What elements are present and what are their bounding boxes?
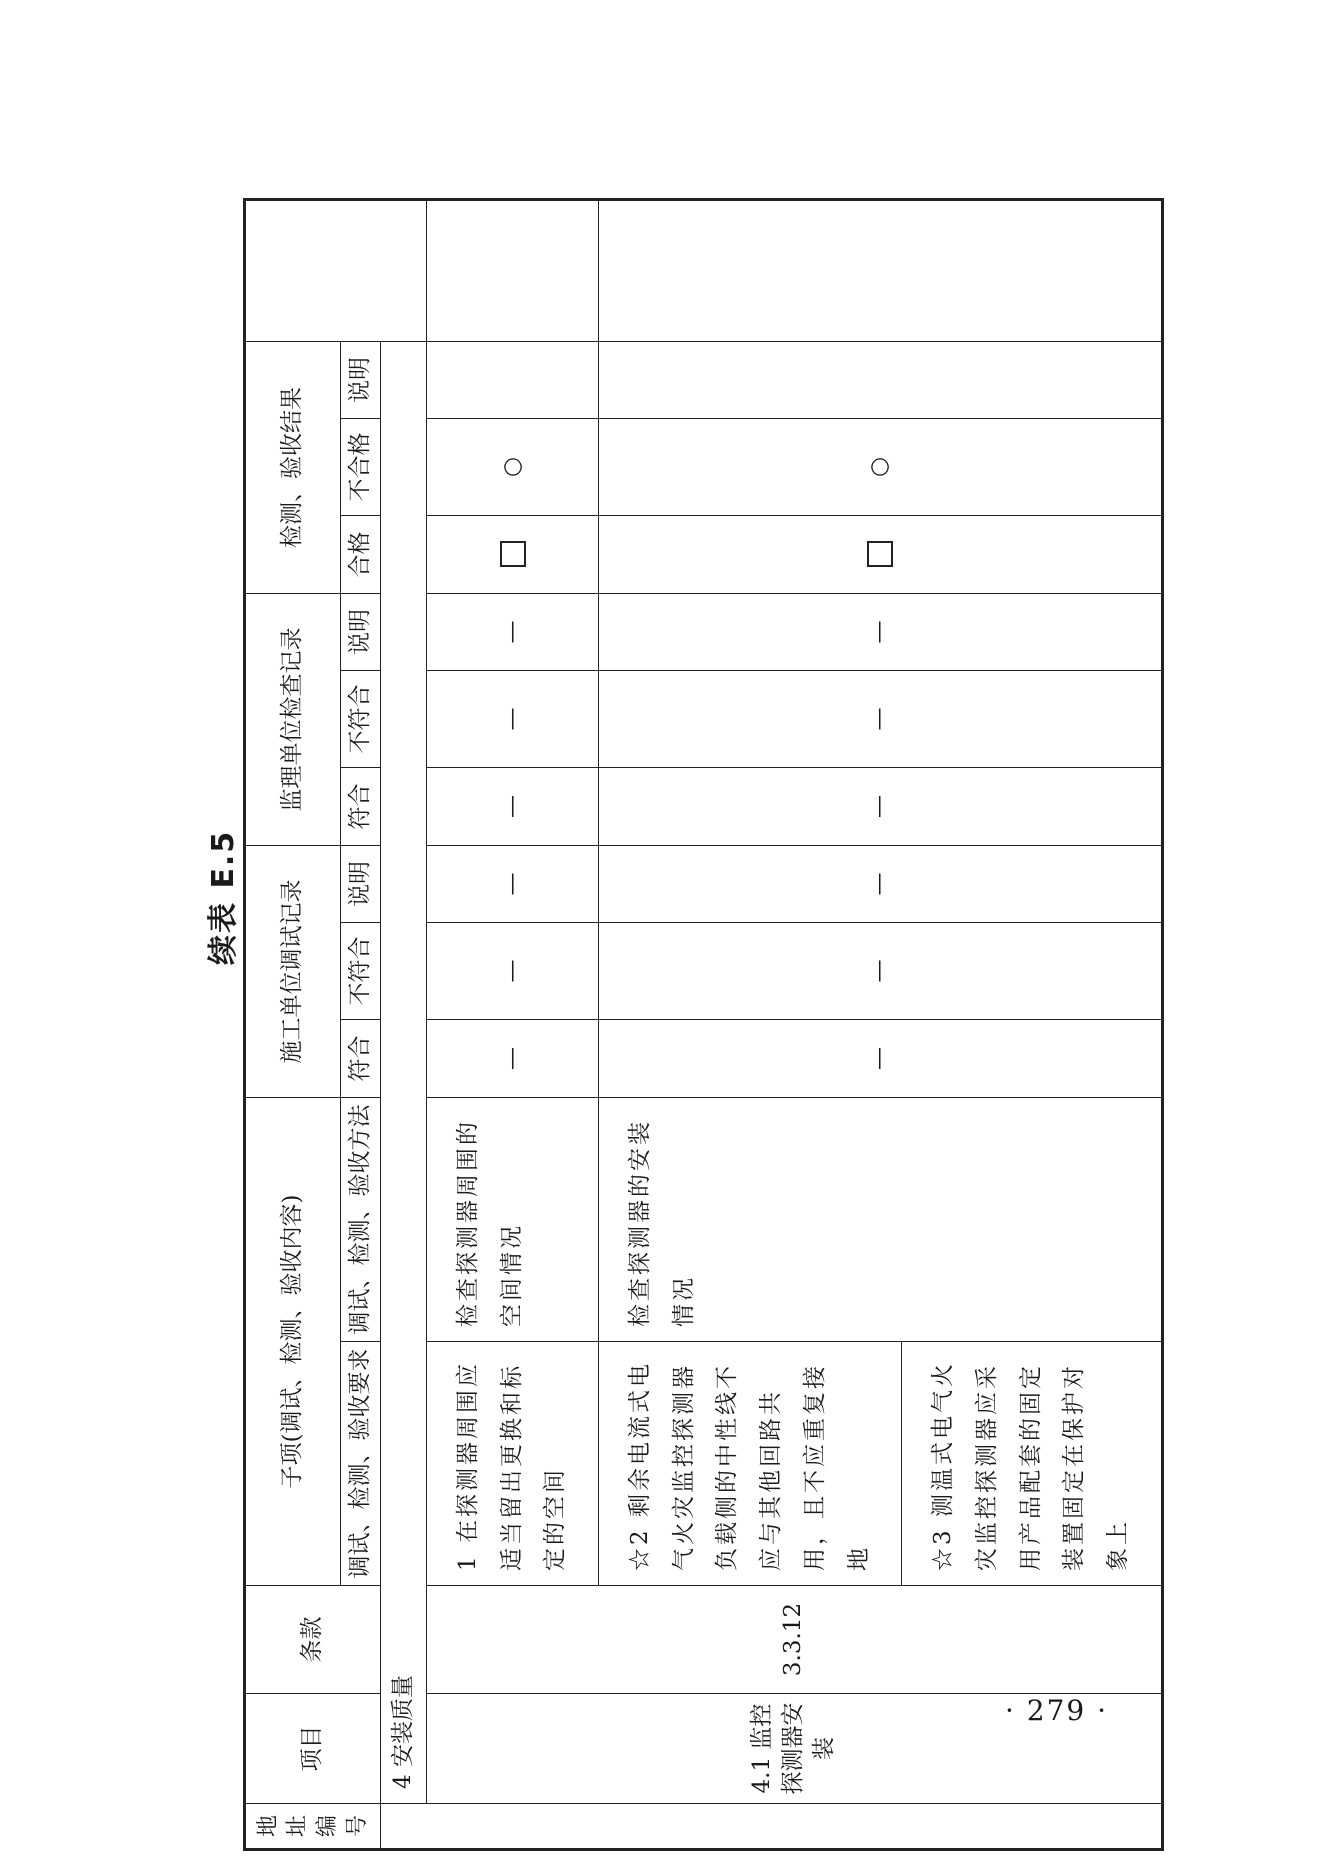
header-requirement: 调试、检测、验收要求 <box>341 1342 381 1586</box>
row2-construction-nonconform: — <box>599 922 1163 1019</box>
row2-construction-conform: — <box>599 1019 1163 1097</box>
header-project: 项目 <box>245 1694 381 1804</box>
page-number: · 279 · <box>1005 1694 1109 1727</box>
row1-method: 检查探测器周围的空间情况 <box>427 1097 599 1341</box>
row2-supervision-nonconform: — <box>599 670 1163 767</box>
header-sub-item: 子项(调试、检测、验收内容) <box>245 1097 341 1585</box>
header-address-code: 地址编号 <box>245 1804 381 1850</box>
address-code-cell <box>381 1804 1163 1850</box>
section-title: 4 安装质量 <box>381 341 427 1803</box>
header-construction-conform: 符合 <box>341 1019 381 1097</box>
header-result-note: 说明 <box>341 341 381 418</box>
header-construction-record: 施工单位调试记录 <box>245 845 341 1097</box>
row1-fail-mark: ○ <box>427 418 599 515</box>
row1-construction-nonconform: — <box>427 922 599 1019</box>
row2-method: 检查探测器的安装情况 <box>599 1097 1163 1341</box>
row2-supervision-note: — <box>599 593 1163 670</box>
header-construction-nonconform: 不符合 <box>341 922 381 1019</box>
row1-construction-conform: — <box>427 1019 599 1097</box>
checkbox-icon <box>500 541 526 567</box>
row2-supervision-conform: — <box>599 767 1163 845</box>
row2-fail-mark: ○ <box>599 418 1163 515</box>
header-construction-note: 说明 <box>341 845 381 922</box>
row2-result-note <box>599 341 1163 418</box>
row1-requirement: 1 在探测器周围应适当留出更换和标定的空间 <box>427 1342 599 1586</box>
row1-pass-checkbox[interactable] <box>427 515 599 593</box>
inspection-table <box>243 198 1164 1851</box>
row3-requirement: ☆3 测温式电气火灾监控探测器应采用产品配套的固定装置固定在保护对象上 <box>902 1342 1162 1586</box>
inspection-table-rotated <box>243 201 1146 1851</box>
header-clause: 条款 <box>245 1586 381 1694</box>
checkbox-icon <box>867 541 893 567</box>
header-result: 检测、验收结果 <box>245 341 341 593</box>
row2-construction-note: — <box>599 845 1163 922</box>
row1-supervision-conform: — <box>427 767 599 845</box>
row1-construction-note: — <box>427 845 599 922</box>
item-name: 4.1 监控探测器安装 <box>427 1694 1163 1804</box>
blank-cell <box>599 199 1163 341</box>
header-supervision-note: 说明 <box>341 593 381 670</box>
header-supervision-record: 监理单位检查记录 <box>245 593 341 845</box>
header-supervision-conform: 符合 <box>341 767 381 845</box>
blank-cell <box>427 199 599 341</box>
row2-requirement: ☆2 剩余电流式电气火灾监控探测器负载侧的中性线不应与其他回路共用，且不应重复接地 <box>599 1342 902 1586</box>
header-result-pass: 合格 <box>341 515 381 593</box>
row2-pass-checkbox[interactable] <box>599 515 1163 593</box>
blank-cell <box>245 199 427 341</box>
row1-supervision-note: — <box>427 593 599 670</box>
row1-supervision-nonconform: — <box>427 670 599 767</box>
item-clause: 3.3.12 <box>427 1586 1163 1694</box>
page-title: 续表 E.5 <box>206 829 241 965</box>
row1-result-note <box>427 341 599 418</box>
header-result-fail: 不合格 <box>341 418 381 515</box>
header-method: 调试、检测、验收方法 <box>341 1097 381 1341</box>
header-supervision-nonconform: 不符合 <box>341 670 381 767</box>
